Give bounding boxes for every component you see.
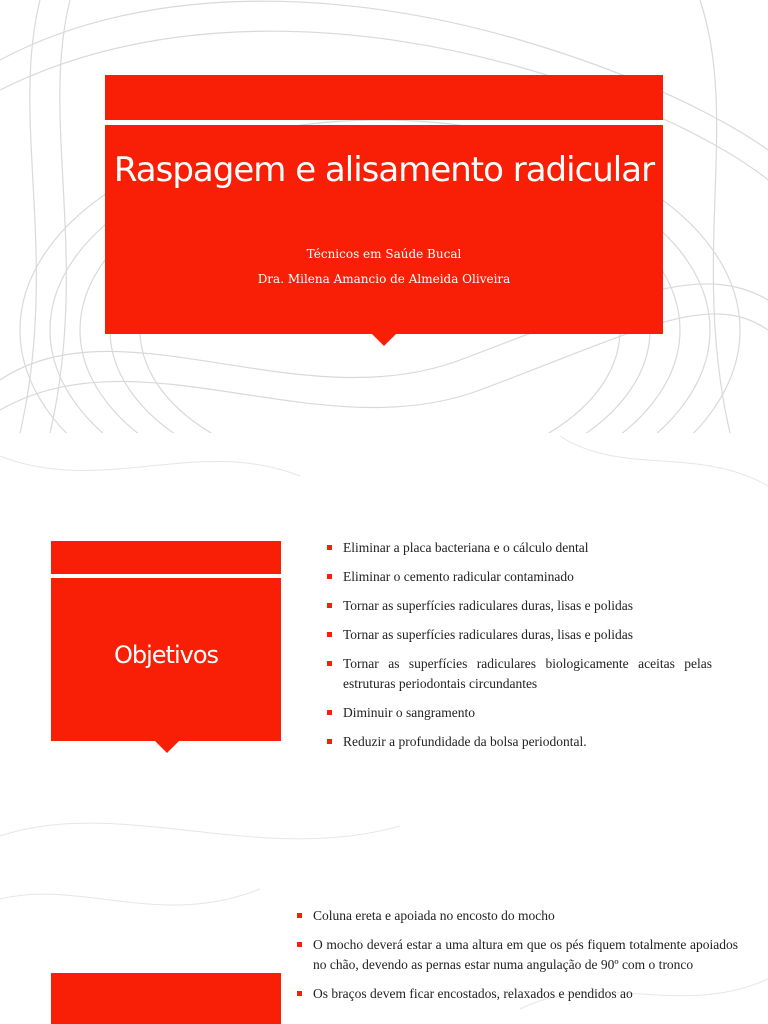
list-item: Os braços devem ficar encostados, relaxados e pendidos ao	[297, 984, 738, 1004]
posture-list	[297, 906, 738, 1013]
title-box-pointer	[155, 741, 179, 753]
list-item: O mocho deverá estar a uma altura em que os pés fiquem totalmente apoiados no chão, devendo as pernas estar numa angulação de 90º com o tronco	[297, 935, 738, 975]
title-box	[51, 973, 281, 1013]
list-item: Tornar as superfícies radiculares biologicamente aceitas pelas estruturas periodontais circundantes	[327, 654, 712, 694]
square-bullet-icon	[327, 603, 332, 608]
square-bullet-icon	[327, 710, 332, 715]
list-item: Tornar as superfícies radiculares duras, lisas e polidas	[327, 625, 712, 645]
list-item: Reduzir a profundidade da bolsa periodontal.	[327, 732, 712, 752]
slide-subtitle: Técnicos em Saúde Bucal	[306, 247, 462, 261]
header-band	[105, 75, 663, 120]
list-item: Eliminar o cemento radicular contaminado	[327, 567, 712, 587]
list-item: Coluna ereta e apoiada no encosto do mocho	[297, 906, 738, 926]
slide-title[interactable]	[0, 0, 768, 433]
square-bullet-icon	[297, 942, 302, 947]
square-bullet-icon	[297, 913, 302, 918]
square-bullet-icon	[327, 739, 332, 744]
slide-author: Dra. Milena Amancio de Almeida Oliveira	[257, 272, 511, 286]
square-bullet-icon	[327, 574, 332, 579]
slide-posture[interactable]	[0, 869, 768, 1024]
slide-objectives[interactable]	[0, 436, 768, 866]
title-box-pointer	[372, 334, 396, 346]
square-bullet-icon	[297, 991, 302, 996]
list-item: Tornar as superfícies radiculares duras, lisas e polidas	[327, 596, 712, 616]
list-item: Eliminar a placa bacteriana e o cálculo dental	[327, 538, 712, 558]
header-band	[51, 541, 281, 574]
square-bullet-icon	[327, 632, 332, 637]
square-bullet-icon	[327, 661, 332, 666]
title-box-lower	[51, 1010, 281, 1024]
slide-title-text: Objetivos	[113, 641, 219, 669]
objectives-list	[327, 538, 712, 761]
list-item: Diminuir o sangramento	[327, 703, 712, 723]
square-bullet-icon	[327, 545, 332, 550]
slide-title-text: Raspagem e alisamento radicular	[113, 150, 655, 190]
